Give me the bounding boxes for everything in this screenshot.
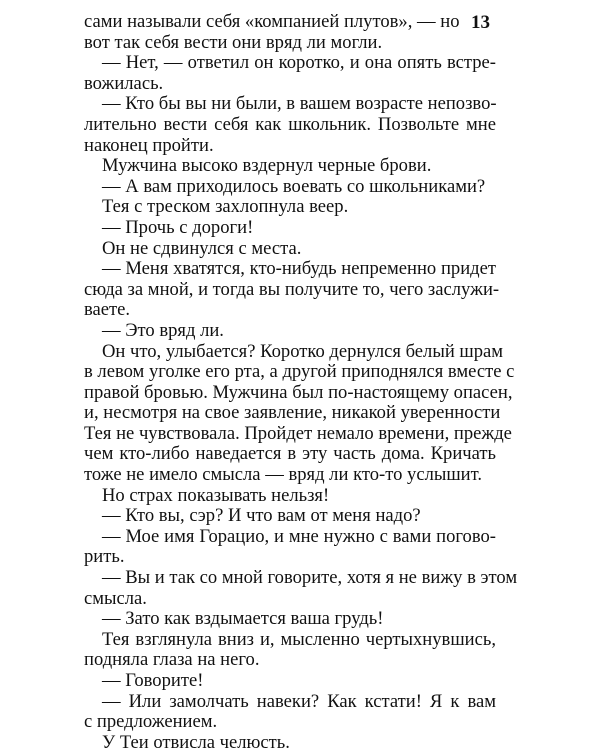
text-line: наконец пройти. xyxy=(84,134,214,156)
text-line: Он не сдвинулся с места. xyxy=(102,237,302,259)
text-line: — Зато как вздымается ваша грудь! xyxy=(102,608,384,630)
text-line: Тея с треском захлопнула веер. xyxy=(102,196,349,218)
page-number: 13 xyxy=(471,12,490,33)
text-line: — Говорите! xyxy=(102,670,204,691)
text-line: — Вы и так со мной говорите, хотя я не вижу в этом xyxy=(102,567,518,589)
text-line: Тея не чувствовала. Пройдет немало времени, прежде xyxy=(84,422,512,444)
text-line: правой бровью. Мужчина был по-настоящему опасен, xyxy=(84,381,513,403)
text-line: — Это вряд ли. xyxy=(102,319,224,341)
text-line: — Меня хватятся, кто-нибудь непременно придет xyxy=(102,258,496,280)
text-line: чем кто-либо наведается в эту часть дома. Кричать xyxy=(84,443,496,465)
text-line: сюда за мной, и тогда вы получите то, чего заслужи- xyxy=(84,278,500,300)
text-line: и, несмотря на свое заявление, никакой уверенности xyxy=(84,402,501,424)
text-line: — Кто вы, сэр? И что вам от меня надо? xyxy=(102,505,421,527)
text-line: — Нет, — ответил он коротко, и она опять встре- xyxy=(102,52,496,74)
text-line: вожилась. xyxy=(84,72,164,94)
text-line: У Теи отвисла челюсть. xyxy=(102,731,290,753)
text-line: — Прочь с дороги! xyxy=(102,216,254,238)
text-line: — Кто бы вы ни были, в вашем возрасте непозво- xyxy=(102,93,497,115)
text-line: Он что, улыбается? Коротко дернулся белый шрам xyxy=(102,340,504,362)
text-line: Тея взглянула вниз и, мысленно чертыхнувшись, xyxy=(102,628,496,650)
text-line: сами называли себя «компанией плутов», — но xyxy=(84,11,460,32)
text-line: — Или замолчать навеки? Как кстати! Я к вам xyxy=(102,690,496,712)
text-line: Мужчина высоко вздернул черные брови. xyxy=(102,155,432,177)
text-line: — А вам приходилось воевать со школьниками? xyxy=(102,175,486,197)
text-line: лительно вести себя как школьник. Позвольте мне xyxy=(84,113,496,135)
text-line: подняла глаза на него. xyxy=(84,649,260,671)
text-line: рить. xyxy=(84,546,125,568)
text-line: в левом уголке его рта, а другой приподнялся вместе с xyxy=(84,361,515,383)
text-line: вот так себя вести они вряд ли могли. xyxy=(84,31,383,53)
text-line: тоже не имело смысла — вряд ли кто-то услышит. xyxy=(84,464,483,486)
text-line: смысла. xyxy=(84,587,147,609)
text-line: Но страх показывать нельзя! xyxy=(102,484,330,506)
text-line: с предложением. xyxy=(84,711,218,733)
text-line: — Мое имя Горацио, и мне нужно с вами погово- xyxy=(102,525,496,547)
body-text xyxy=(84,11,518,753)
text-line: ваете. xyxy=(84,299,131,321)
